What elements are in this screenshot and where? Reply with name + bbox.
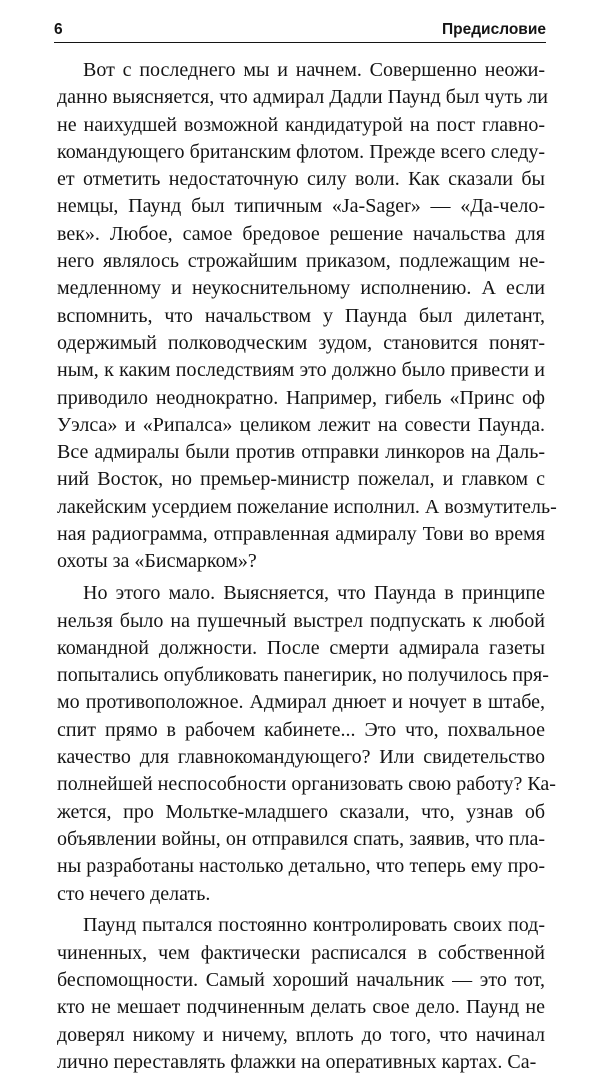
text-line: Все адмиралы были против отправки линкоров на Даль-	[57, 441, 545, 464]
page-header	[54, 17, 546, 43]
text-line: век». Любое, самое бредовое решение начальства для	[57, 222, 545, 245]
text-line: него являлось строжайшим приказом, подлежащим не-	[57, 250, 545, 273]
text-line: ная радиограмма, отправленная адмиралу Тови во время	[57, 523, 545, 546]
text-line: Паунд пытался постоянно контролировать своих под-	[83, 914, 545, 937]
text-line: ны разработаны настолько детально, что теперь ему про-	[57, 855, 545, 878]
paragraph	[57, 912, 545, 1076]
text-line: нельзя было на пушечный выстрел подпускать к любой	[57, 609, 545, 632]
page-number: 6	[54, 21, 63, 38]
text-line: немцы, Паунд был типичным «Ja-Sager» — «Да-чело-	[57, 195, 545, 218]
text-line: одержимый полководческим зудом, становится понят-	[57, 331, 545, 354]
text-line: попытались опубликовать панегирик, но получилось пря-	[57, 664, 549, 687]
running-head: Предисловие	[441, 21, 546, 38]
text-line: Но этого мало. Выясняется, что Паунда в принципе	[83, 582, 545, 605]
text-line: доверял никому и ничему, вплоть до того, что начинал	[57, 1023, 545, 1046]
text-line: чиненных, чем фактически расписался в собственной	[57, 941, 545, 964]
text-line: ет отметить недостаточную силу воли. Как сказали бы	[57, 168, 545, 191]
text-line: мо противоположное. Адмирал днюет и ночует в штабе,	[57, 691, 545, 714]
text-line: Уэлса» и «Рипалса» целиком лежит на совести Паунда.	[57, 413, 545, 436]
text-line: данно выясняется, что адмирал Дадли Паунд был чуть ли	[57, 86, 548, 109]
text-line: охоты за «Бисмарком»?	[57, 550, 257, 573]
text-line: не наихудшей возможной кандидатурой на пост главно-	[57, 113, 545, 136]
text-line: лакейским усердием пожелание исполнил. А возмутитель-	[57, 495, 557, 518]
text-line: вспомнить, что начальством у Паунда был дилетант,	[57, 304, 545, 327]
text-line: качество для главнокомандующего? Или свидетельство	[57, 746, 545, 769]
text-line: спит прямо в рабочем кабинете... Это что, похвальное	[57, 718, 545, 741]
text-line: командной должности. После смерти адмирала газеты	[57, 636, 545, 659]
text-line: командующего британским флотом. Прежде всего следу-	[57, 140, 545, 163]
text-line: жется, про Мольтке-младшего сказали, что, узнав об	[57, 800, 545, 823]
text-line: Вот с последнего мы и начнем. Совершенно неожи-	[83, 59, 545, 81]
text-line: лично переставлять флажки на оперативных картах. Са-	[57, 1050, 537, 1073]
text-line: медленному и неукоснительному исполнению. А если	[57, 277, 545, 300]
text-line: объявлении войны, он отправился спать, заявив, что пла-	[57, 827, 545, 850]
text-line: ным, к каким последствиям это должно было привести и	[57, 359, 545, 382]
body-text	[57, 57, 557, 1081]
text-line: сто нечего делать.	[57, 882, 211, 905]
paragraph	[57, 57, 557, 576]
text-line: полнейшей неспособности организовать свою работу? Ка-	[57, 773, 556, 796]
text-line: беспомощности. Самый хороший начальник — это тот,	[57, 968, 545, 991]
text-line: приводило неоднократно. Например, гибель «Принс оф	[57, 386, 545, 409]
text-line: кто не мешает подчиненным делать свое дело. Паунд не	[57, 996, 545, 1019]
paragraph	[57, 580, 556, 908]
text-line: ний Восток, но премьер-министр пожелал, и главком с	[57, 468, 545, 491]
header-rule	[54, 42, 546, 43]
